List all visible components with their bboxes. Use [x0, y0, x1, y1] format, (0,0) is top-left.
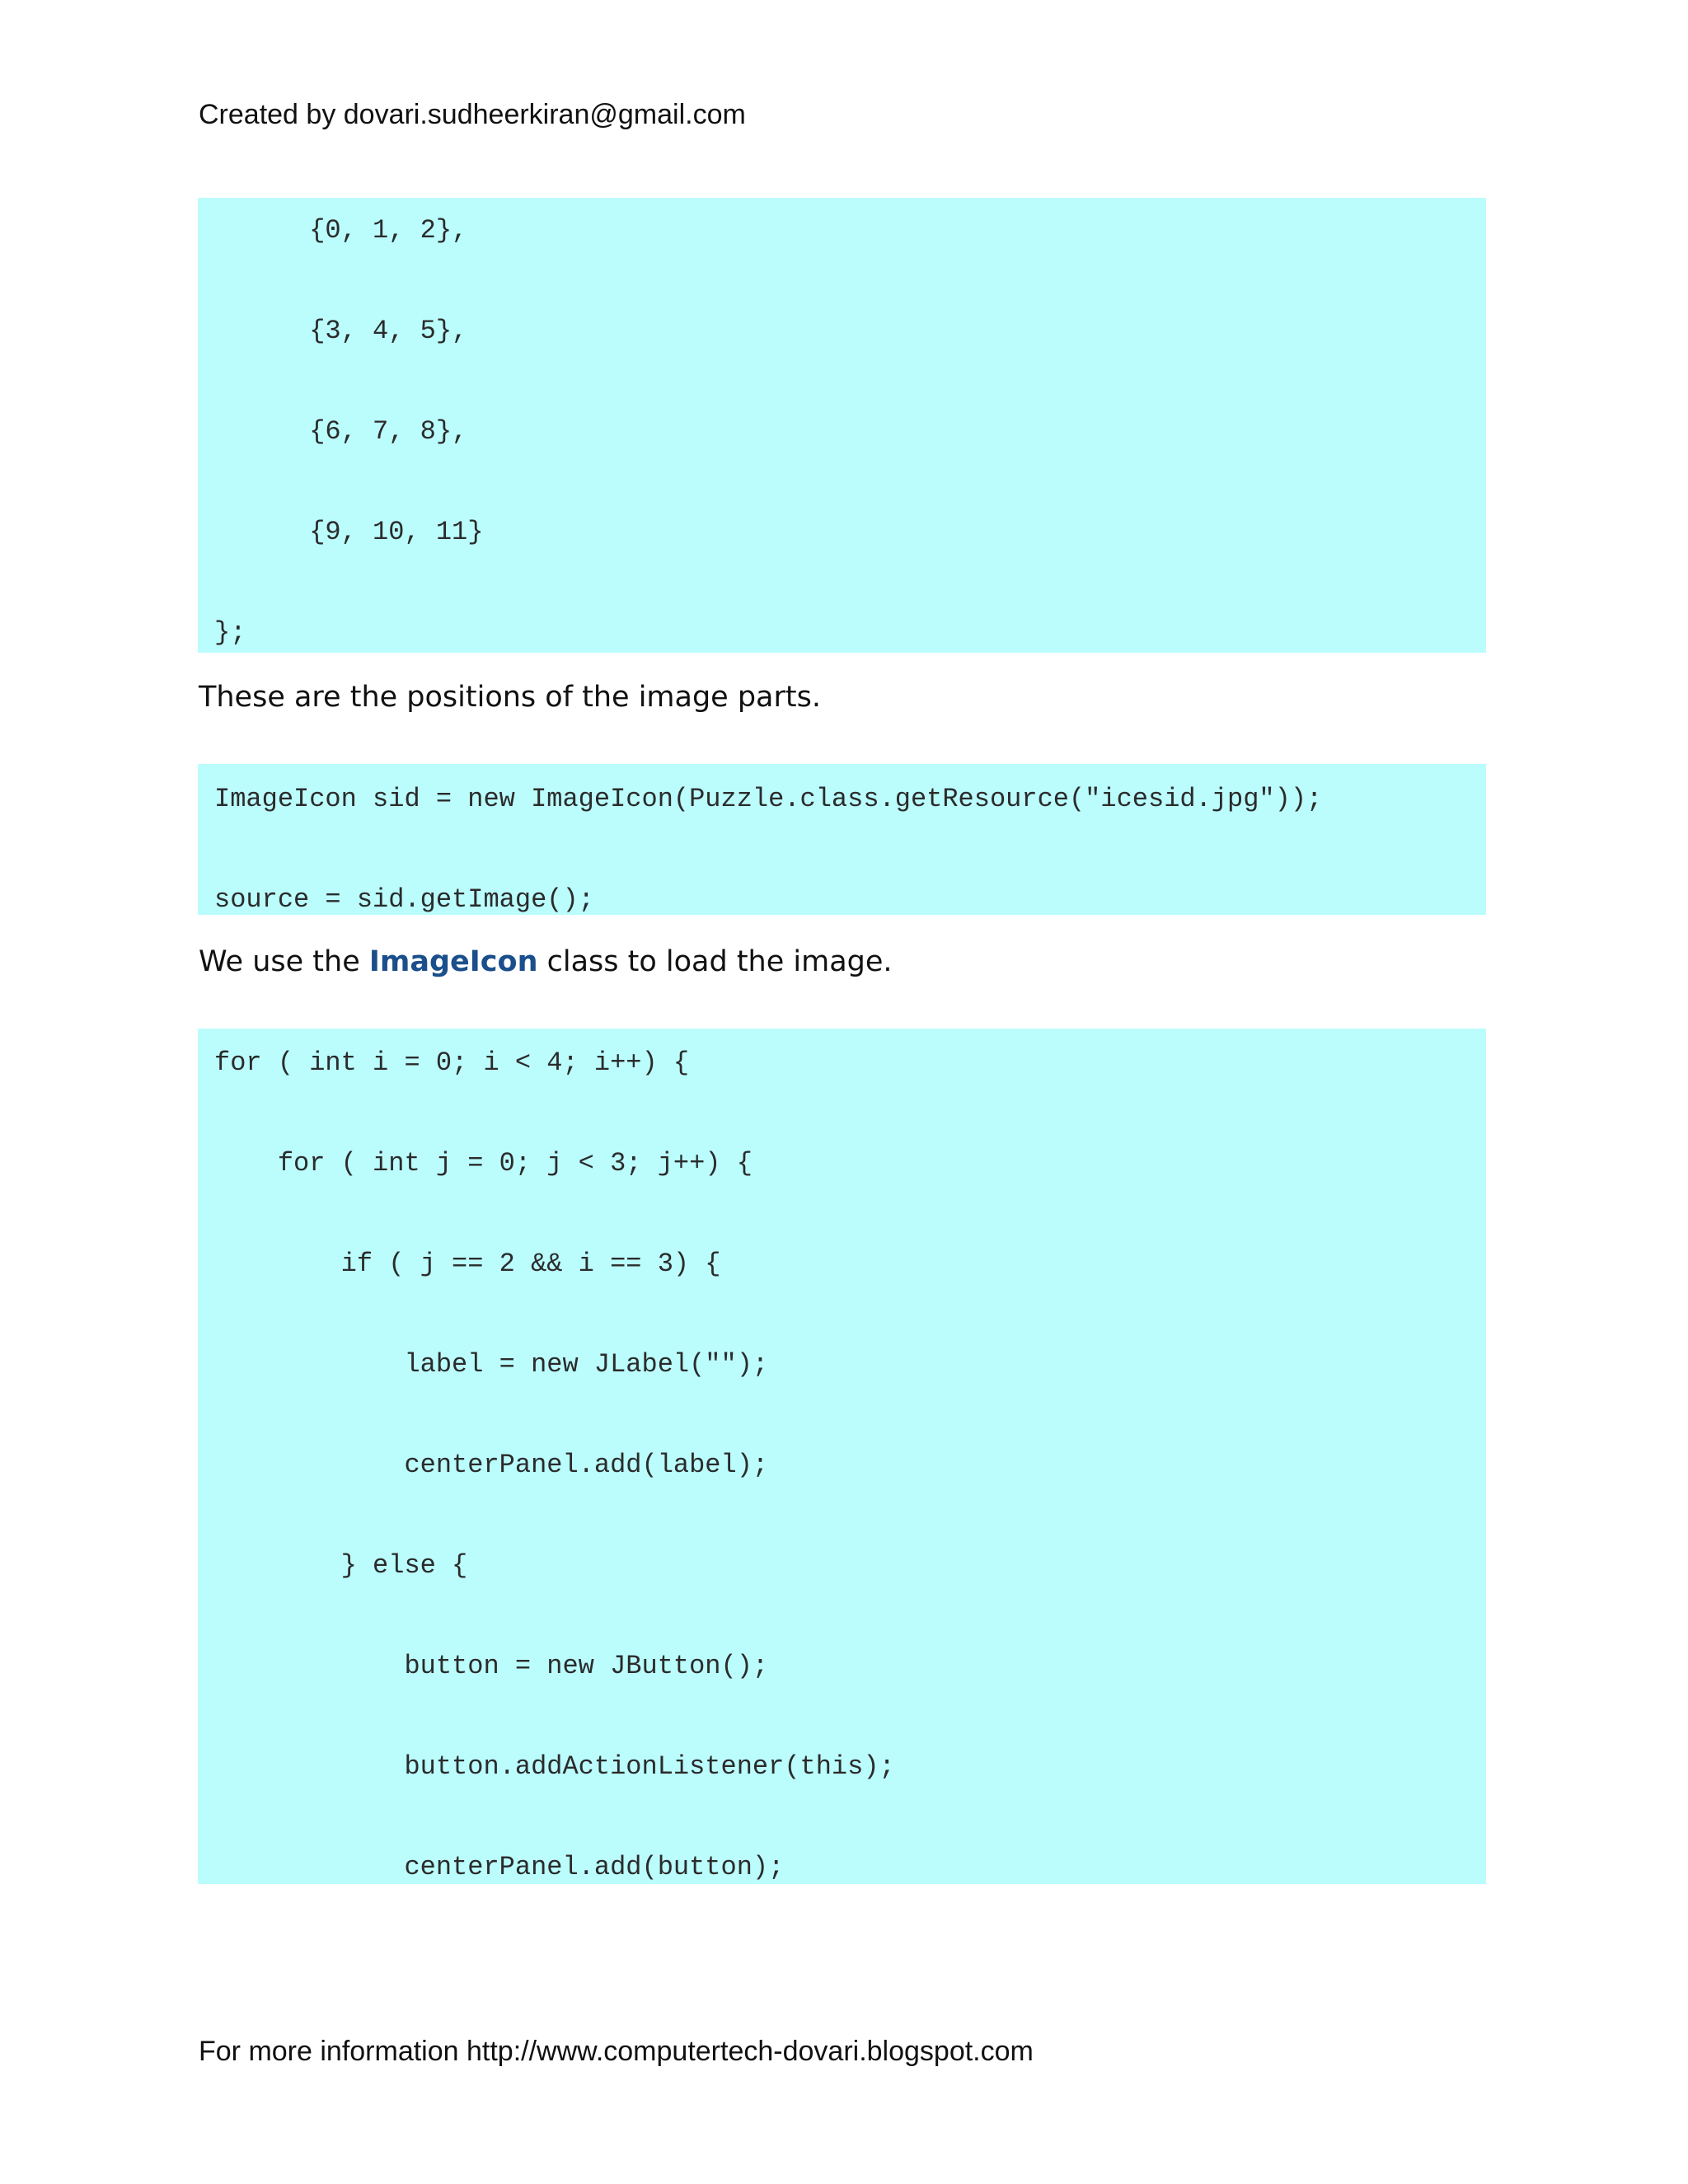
paragraph-imageicon	[199, 945, 893, 978]
code-block-loop	[198, 1029, 1486, 1884]
code-line: source = sid.getImage();	[214, 884, 594, 915]
code-line: {3, 4, 5},	[214, 316, 468, 346]
code-block-array	[198, 198, 1486, 653]
code-line: label = new JLabel("");	[214, 1349, 769, 1380]
code-line: {0, 1, 2},	[214, 215, 468, 246]
code-line: ImageIcon sid = new ImageIcon(Puzzle.class.getResource("icesid.jpg"));	[214, 784, 1323, 814]
term-imageicon: ImageIcon	[368, 945, 538, 978]
paragraph-text-after: class to load the image.	[537, 945, 893, 978]
paragraph-positions: These are the positions of the image parts.	[199, 681, 821, 714]
code-line: centerPanel.add(label);	[214, 1450, 769, 1480]
code-line: };	[214, 617, 246, 648]
page-header: Created by dovari.sudheerkiran@gmail.com	[199, 99, 746, 130]
code-line: button = new JButton();	[214, 1651, 769, 1681]
code-line: for ( int j = 0; j < 3; j++) {	[214, 1148, 753, 1179]
code-line: centerPanel.add(button);	[214, 1852, 785, 1882]
code-line: if ( j == 2 && i == 3) {	[214, 1249, 721, 1279]
page-footer: For more information http://www.computertech-dovari.blogspot.com	[199, 2036, 1034, 2067]
code-line: for ( int i = 0; i < 4; i++) {	[214, 1047, 690, 1078]
code-block-imageicon	[198, 764, 1486, 915]
paragraph-text-before: We use the	[199, 945, 369, 978]
code-line: {6, 7, 8},	[214, 416, 468, 447]
code-line: {9, 10, 11}	[214, 517, 484, 547]
code-line: } else {	[214, 1550, 468, 1581]
code-line: button.addActionListener(this);	[214, 1751, 895, 1782]
